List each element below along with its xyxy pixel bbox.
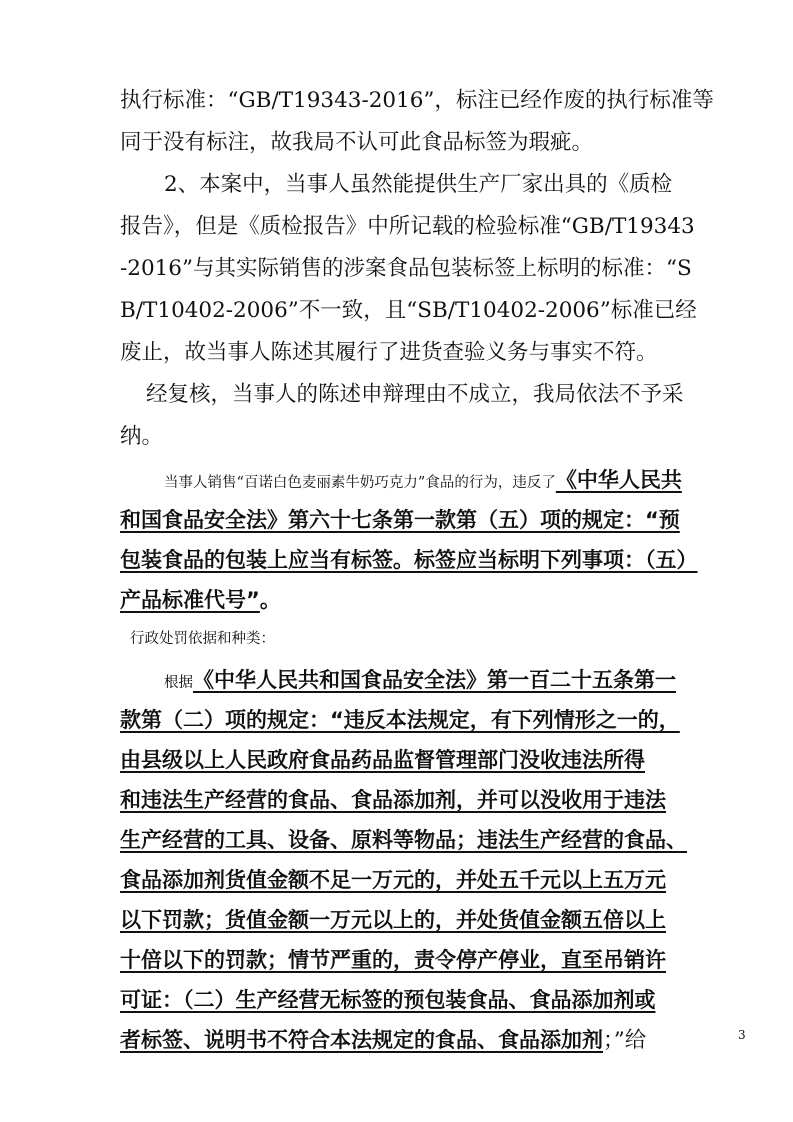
law-citation-line: 可证：（二）生产经营无标签的预包装食品、食品添加剂或 [120, 988, 656, 1012]
punctuation: 。 [259, 588, 281, 612]
punctuation: ；”给 [603, 1028, 647, 1053]
law-citation-line: 生产经营的工具、设备、原料等物品；违法生产经营的食品、 [120, 828, 687, 852]
law-citation-line: 以下罚款；货值金额一万元以上的，并处货值金额五倍以上 [120, 908, 666, 932]
body-text-line: -2016”与其实际销售的涉案食品包装标签上标明的标准：“S [120, 256, 692, 281]
law-citation-line [120, 585, 281, 615]
law-citation-line: 包装食品的包装上应当有标签。标签应当标明下列事项：（五） [120, 548, 698, 572]
body-text-line: 纳。 [120, 424, 164, 449]
law-citation-line: 十倍以下的罚款；情节严重的，责令停产停业，直至吊销许 [120, 948, 666, 972]
law-citation-line: 和违法生产经营的食品、食品添加剂，并可以没收用于违法 [120, 788, 666, 812]
law-citation-line: 和国食品安全法》第六十七条第一款第（五）项的规定：“预 [120, 508, 680, 532]
page-number: 3 [738, 1028, 746, 1042]
law-citation-line: 款第（二）项的规定：“违反本法规定，有下列情形之一的， [120, 708, 680, 732]
law-citation-text: 者标签、说明书不符合本法规定的食品、食品添加剂 [120, 1028, 603, 1052]
body-text-line: 执行标准：“GB/T19343-2016”，标注已经作废的执行标准等 [120, 88, 714, 113]
basis-line [164, 665, 676, 695]
basis-prefix: 根据 [164, 675, 193, 691]
body-text-line: 报告》，但是《质检报告》中所记载的检验标准“GB/T19343 [120, 214, 695, 239]
law-citation: 《中华人民共和国食品安全法》第一百二十五条第一 [193, 668, 676, 692]
violation-line [164, 465, 682, 495]
section-heading: 行政处罚依据和种类： [130, 631, 275, 647]
violation-prefix: 当事人销售“百诺白色麦丽素牛奶巧克力”食品的行为，违反了 [164, 475, 556, 491]
body-text-line: 经复核，当事人的陈述申辩理由不成立，我局依法不予采 [146, 382, 684, 407]
law-citation: 《中华人民共 [555, 468, 682, 492]
law-citation-line: 食品添加剂货值金额不足一万元的，并处五千元以上五万元 [120, 868, 666, 892]
law-citation-line: 由县级以上人民政府食品药品监督管理部门没收违法所得 [120, 748, 645, 772]
body-text-line: 废止，故当事人陈述其履行了进货查验义务与事实不符。 [120, 340, 658, 365]
law-citation-text: 产品标准代号” [120, 588, 260, 612]
law-citation-line [120, 1025, 646, 1056]
body-text-line: B/T10402-2006”不一致，且“SB/T10402-2006”标准已经 [120, 298, 697, 323]
body-text-line: 2、本案中，当事人虽然能提供生产厂家出具的《质检 [164, 172, 673, 197]
body-text-line: 同于没有标注，故我局不认可此食品标签为瑕疵。 [120, 130, 594, 155]
